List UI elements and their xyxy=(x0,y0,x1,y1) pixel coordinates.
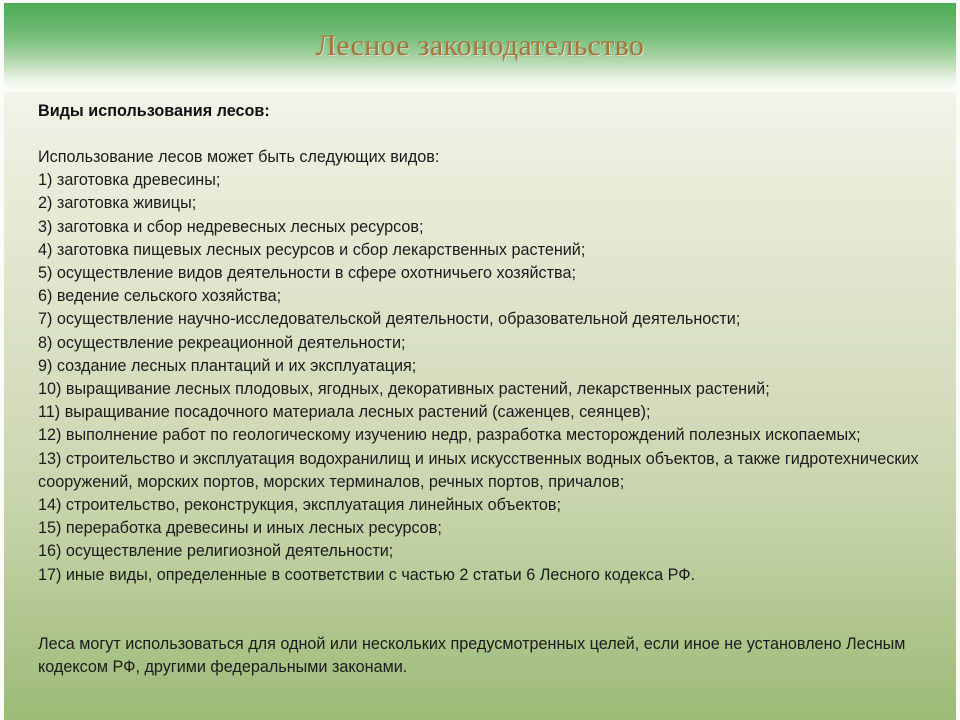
list-item: 16) осуществление религиозной деятельности; xyxy=(38,542,394,561)
list-item: 11) выращивание посадочного материала лесных растений (саженцев, сеянцев); xyxy=(38,403,651,422)
list-item: 3) заготовка и сбор недревесных лесных ресурсов; xyxy=(38,217,424,236)
section-heading: Виды использования лесов: xyxy=(38,102,270,120)
list-item: 5) осуществление видов деятельности в сфере охотничьего хозяйства; xyxy=(38,264,576,283)
list-item: 2) заготовка живицы; xyxy=(38,194,197,213)
list-item: 9) создание лесных плантаций и их эксплуатация; xyxy=(38,356,417,375)
list-item: 15) переработка древесины и иных лесных ресурсов; xyxy=(38,519,442,538)
list-item: 7) осуществление научно-исследовательской деятельности, образовательной деятельности; xyxy=(38,310,741,329)
list-item: 14) строительство, реконструкция, эксплуатация линейных объектов; xyxy=(38,496,562,515)
intro-text: Использование лесов может быть следующих видов: xyxy=(38,148,440,166)
list-item: 8) осуществление рекреационной деятельности; xyxy=(38,333,406,352)
page-title: Лесное законодательство xyxy=(315,29,645,62)
list-item: 10) выращивание лесных плодовых, ягодных, декоративных растений, лекарственных растений; xyxy=(38,380,770,399)
slide-body xyxy=(38,100,922,679)
closing-text: Леса могут использоваться для одной или нескольких предусмотренных целей, если иное не установлено Лесным кодексом РФ, другими федеральными законами. xyxy=(38,634,906,677)
list-item: 12) выполнение работ по геологическому изучению недр, разработка месторождений полезных ископаемых; xyxy=(38,426,861,445)
list-item: 4) заготовка пищевых лесных ресурсов и сбор лекарственных растений; xyxy=(38,240,586,259)
list-item: 17) иные виды, определенные в соответствии с частью 2 статьи 6 Лесного кодекса РФ. xyxy=(38,565,696,584)
list-item: 13) строительство и эксплуатация водохранилищ и иных искусственных водных объектов, а также гидротехнических сооружений, морских портов, морских терминалов, речных портов, причалов; xyxy=(38,449,919,491)
closing-note xyxy=(38,610,922,679)
forest-use-list xyxy=(38,169,922,587)
list-item: 6) ведение сельского хозяйства; xyxy=(38,287,282,306)
list-item: 1) заготовка древесины; xyxy=(38,171,221,190)
